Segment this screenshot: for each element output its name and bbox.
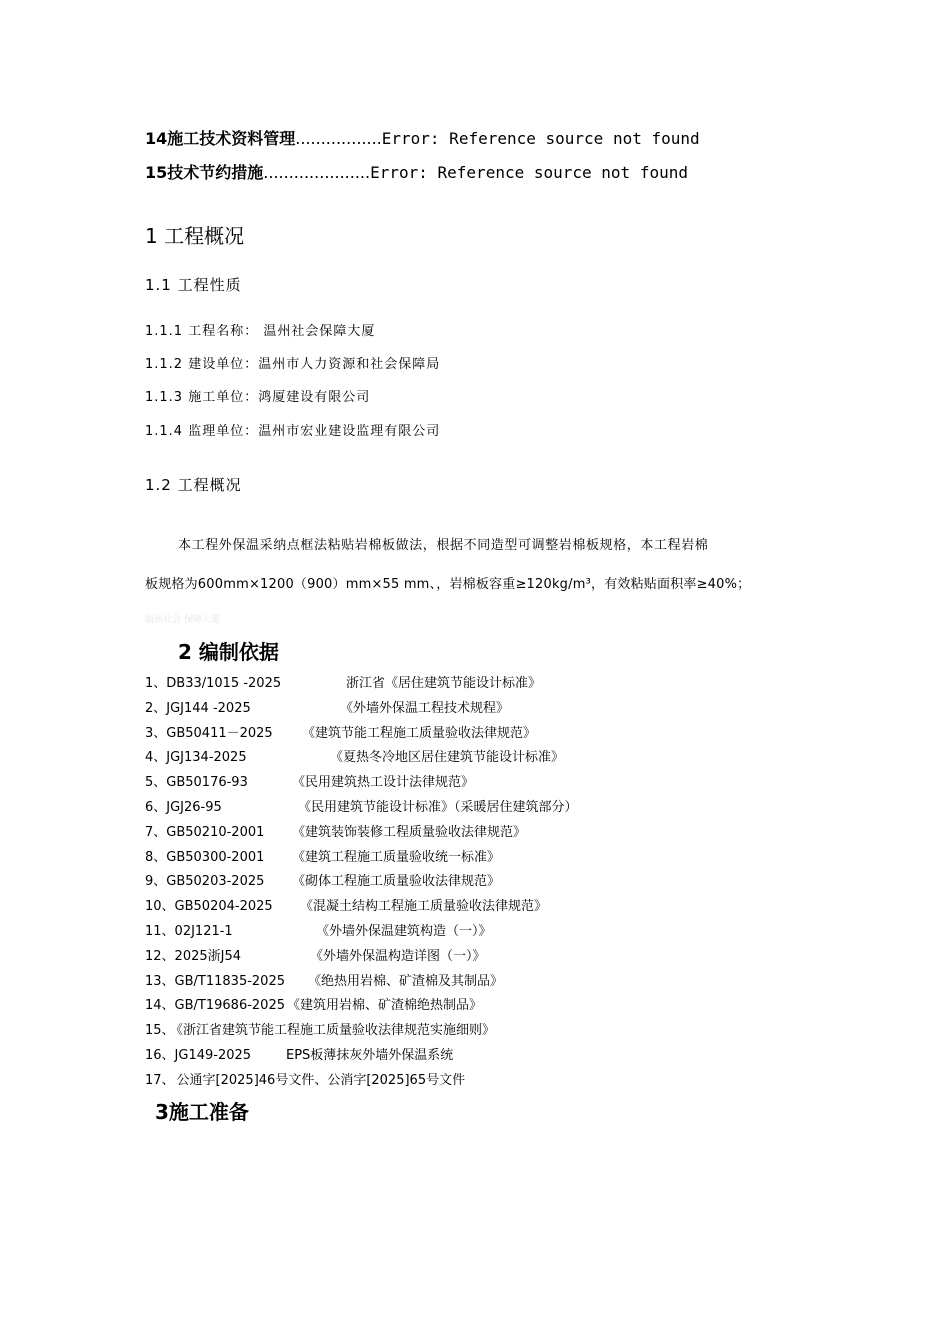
reference-title: 《外墙外保温建筑构造（一）》 bbox=[316, 924, 492, 939]
reference-title: 浙江省《居住建筑节能设计标准》 bbox=[346, 676, 542, 691]
reference-item bbox=[145, 746, 565, 766]
reference-title: 《民用建筑热工设计法律规范》 bbox=[292, 775, 475, 791]
reference-title: 《夏热冬冷地区居住建筑节能设计标准》 bbox=[330, 750, 565, 766]
reference-item bbox=[145, 846, 501, 865]
overview-paragraph-line-1: 本工程外保温采纳点框法粘贴岩棉板做法，根据不同造型可调整岩棉板规格，本工程岩棉 bbox=[178, 538, 709, 553]
reference-title: 《建筑用岩棉、矿渣棉绝热制品》 bbox=[287, 998, 483, 1014]
reference-item bbox=[145, 697, 510, 716]
reference-code: 11、02J121-1 bbox=[145, 924, 233, 939]
section-2-heading: 2 编制依据 bbox=[178, 640, 279, 664]
section-1-heading: 1 工程概况 bbox=[145, 224, 245, 248]
supervision-unit-line: 1.1.4 监理单位：温州市宏业建设监理有限公司 bbox=[145, 424, 441, 439]
reference-code: 3、GB50411－2025 bbox=[145, 725, 273, 741]
reference-item bbox=[145, 870, 501, 890]
reference-item bbox=[145, 945, 486, 964]
reference-item bbox=[145, 1019, 495, 1038]
section-3-heading: 3施工准备 bbox=[155, 1100, 249, 1124]
reference-code: 1、DB33/1015 -2025 bbox=[145, 676, 282, 691]
reference-code: 10、GB50204-2025 bbox=[145, 899, 273, 915]
reference-item bbox=[145, 722, 537, 741]
reference-code: 12、2025浙J54 bbox=[145, 948, 242, 964]
reference-item bbox=[145, 771, 475, 791]
reference-title: 《混凝土结构工程施工质量验收法律规范》 bbox=[300, 899, 548, 915]
reference-code: 5、GB50176-93 bbox=[145, 775, 248, 791]
reference-item bbox=[145, 821, 527, 840]
builder-unit-line: 1.1.2 建设单位：温州市人力资源和社会保障局 bbox=[145, 357, 441, 372]
toc-label: 14施工技术资料管理 bbox=[145, 129, 296, 148]
overview-paragraph-line-2: 板规格为600mm×1200（900）mm×55 mm、，岩棉板容重≥120kg/m³，有效粘贴面积率≥40%； bbox=[145, 577, 751, 592]
reference-title: 《民用建筑节能设计标准》（采暖居住建筑部分） bbox=[298, 800, 578, 815]
reference-code: 9、GB50203-2025 bbox=[145, 874, 265, 890]
reference-title: 《浙江省建筑节能工程施工质量验收法律规范实施细则》 bbox=[176, 1023, 496, 1039]
reference-code: 14、GB/T19686-2025 bbox=[145, 998, 285, 1014]
reference-title: 《砌体工程施工质量验收法律规范》 bbox=[292, 874, 501, 890]
construction-unit-line: 1.1.3 施工单位：鸿厦建设有限公司 bbox=[145, 390, 371, 405]
toc-leader: ................. bbox=[295, 129, 382, 148]
reference-item bbox=[145, 1069, 465, 1088]
reference-item bbox=[145, 920, 492, 939]
section-1-1-heading: 1.1 工程性质 bbox=[145, 276, 242, 294]
toc-entry-14[interactable] bbox=[145, 126, 700, 149]
reference-title: 《外墙外保温工程技术规程》 bbox=[340, 700, 510, 716]
reference-code: 7、GB50210-2001 bbox=[145, 824, 265, 840]
reference-item bbox=[145, 1044, 454, 1063]
reference-code: 2、JGJ144 -2025 bbox=[145, 700, 251, 716]
reference-code: 13、GB/T11835-2025 bbox=[145, 973, 285, 989]
reference-code: 6、JGJ26-95 bbox=[145, 800, 222, 815]
reference-item bbox=[145, 994, 482, 1013]
toc-ref: Error: Reference source not found bbox=[370, 163, 688, 182]
toc-entry-15[interactable] bbox=[145, 160, 688, 183]
project-name-line: 1.1.1 工程名称： 温州社会保障大厦 bbox=[145, 324, 376, 339]
reference-title: 《建筑工程施工质量验收统一标准》 bbox=[292, 849, 501, 865]
reference-item bbox=[145, 970, 504, 989]
reference-item bbox=[145, 895, 548, 915]
reference-item bbox=[145, 796, 578, 815]
reference-item bbox=[145, 672, 542, 691]
reference-title: 《绝热用岩棉、矿渣棉及其制品》 bbox=[308, 973, 504, 989]
reference-code: 4、JGJ134-2025 bbox=[145, 750, 247, 766]
reference-title: EPS板薄抹灰外墙外保温系统 bbox=[286, 1048, 454, 1063]
reference-title: 公通字[2025]46号文件、公消字[2025]65号文件 bbox=[176, 1072, 466, 1088]
reference-code: 17、 bbox=[145, 1072, 175, 1088]
reference-code: 16、JG149-2025 bbox=[145, 1048, 252, 1063]
faint-watermark-text: 温州社会 保障大厦 bbox=[145, 615, 220, 625]
reference-code: 15、 bbox=[145, 1023, 175, 1039]
toc-ref: Error: Reference source not found bbox=[381, 129, 700, 148]
section-1-2-heading: 1.2 工程概况 bbox=[145, 476, 242, 494]
toc-leader: ..................... bbox=[263, 163, 371, 182]
reference-title: 《建筑装饰装修工程质量验收法律规范》 bbox=[292, 824, 527, 840]
reference-code: 8、GB50300-2001 bbox=[145, 849, 265, 865]
reference-title: 《建筑节能工程施工质量验收法律规范》 bbox=[302, 725, 537, 741]
toc-label: 15技术节约措施 bbox=[145, 163, 264, 182]
reference-title: 《外墙外保温构造详图（一）》 bbox=[310, 948, 486, 964]
